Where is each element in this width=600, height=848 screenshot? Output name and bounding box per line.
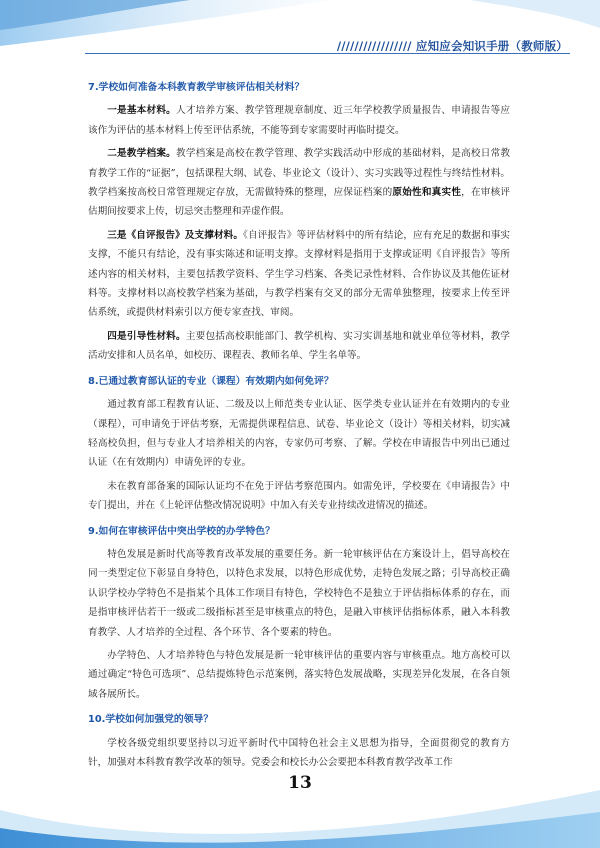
paragraph-text: 主要包括高校职能部门、教学机构、实习实训基地和就业单位等材料，教学活动安排和人员名单，如校历、课程表、教师名单、学生名单等。 [88,330,511,362]
paragraph: 特色发展是新时代高等教育改革发展的重要任务。新一轮审核评估在方案设计上，倡导高校在同一类型定位下彰显自身特色，以特色求发展，以特色形成优势，走特色发展之路；引导高校正确认识学校办学特色不是指某个具体工作项目有特色，学校特色不是独立于评估指标体系的存在，而是指审核评估若干一级或二级指标甚至是审核重点的特色，是融入审核评估指标体系，融入本科教育教学、人才培养的全过程、各个环节、各个要素的特色。 [88,548,510,638]
page-number: 13 [288,773,312,793]
paragraph: 办学特色、人才培养特色与特色发展是新一轮审核评估的重要内容与审核重点。地方高校可以通过确定“特色可选项”、总结提炼特色示范案例，落实特色发展战略，实现差异化发展，在各自领域各展所长。 [88,649,510,700]
paragraph: 未在教育部备案的国际认证均不在免于评估考察范围内。如需免评，学校要在《申请报告》中专门提出，并在《上轮评估整改情况说明》中加入有关专业持续改进情况的描述。 [88,480,510,512]
paragraph [88,327,510,366]
header-rule [85,53,570,54]
running-header [337,38,568,54]
lead-phrase: 三是《自评报告》及支撑材料。 [107,229,244,241]
paragraph-text: ，在审核评估期间按要求上传，切忌突击整理和弄虚作假。 [88,187,511,218]
emphasis-phrase: 原始性和真实性 [392,187,462,199]
paragraph: 学校各级党组织要坚持以习近平新时代中国特色社会主义思想为指导，全面贯彻党的教育方针，加强对本科教育教学改革的领导。党委会和校长办公会要把本科教育教学改革工作 [88,737,510,768]
page-body [88,72,510,776]
header-slashes: ///////////////// [336,39,412,53]
section-heading: 10.学校如何加强党的领导？ [88,714,214,726]
lead-phrase: 一是基本材料。 [107,105,177,117]
lead-phrase: 四是引导性材料。 [107,330,186,342]
paragraph-text: 《自评报告》等评估材料中的所有结论，应有充足的数据和事实支撑，不能只有结论，没有事实陈述和证明支撑。支撑材料是指用于支撑或证明《自评报告》等所述内容的相关材料，主要包括教学资料、学生学习档案、各类记录性材料、合作协议及其他佐证材料等。支撑材料以高校教学档案为基础，与教学档案有交叉的部分无需单独整理，按要求上传至评估系统，或提供材料索引以方便专家查找、审阅。 [88,229,511,319]
paragraph-text: 人才培养方案、教学管理规章制度、近三年学校教学质量报告、申请报告等应该作为评估的基本材料上传至评估系统，不能等到专家需要时再临时提交。 [88,105,511,136]
paragraph [88,226,510,323]
paragraph: 通过教育部工程教育认证、二级及以上师范类专业认证、医学类专业认证并在有效期内的专业（课程），可申请免于评估考察，无需提供课程信息、试卷、毕业论文（设计）等相关材料，切实减轻高校负担，但与专业人才培养相关的内容，专家仍可考察、了解。学校在申请报告中列出已通过认证（在有效期内）申请免评的专业。 [88,399,510,469]
paragraph [88,144,510,222]
header-title: 应知应会知识手册（教师版） [415,39,568,53]
paragraph [88,101,510,140]
section-heading: 7.学校如何准备本科教育教学审核评估相关材料？ [88,82,305,93]
lead-phrase: 二是教学档案。 [107,148,177,160]
section-heading: 8.已通过教育部认证的专业（课程）有效期内如何免评？ [88,375,334,387]
paragraph-text: 教学档案是高校在教学管理、教学实践活动中形成的基础材料，是高校日常教育教学工作的“证据”，包括课程大纲、试卷、毕业论文（设计）、实习实践等过程性与终结性材料。教学档案按高校日常管理规定存放，无需做特殊的整理，应保证档案的 [88,148,511,199]
section-heading: 9.如何在审核评估中突出学校的办学特色？ [88,525,275,537]
